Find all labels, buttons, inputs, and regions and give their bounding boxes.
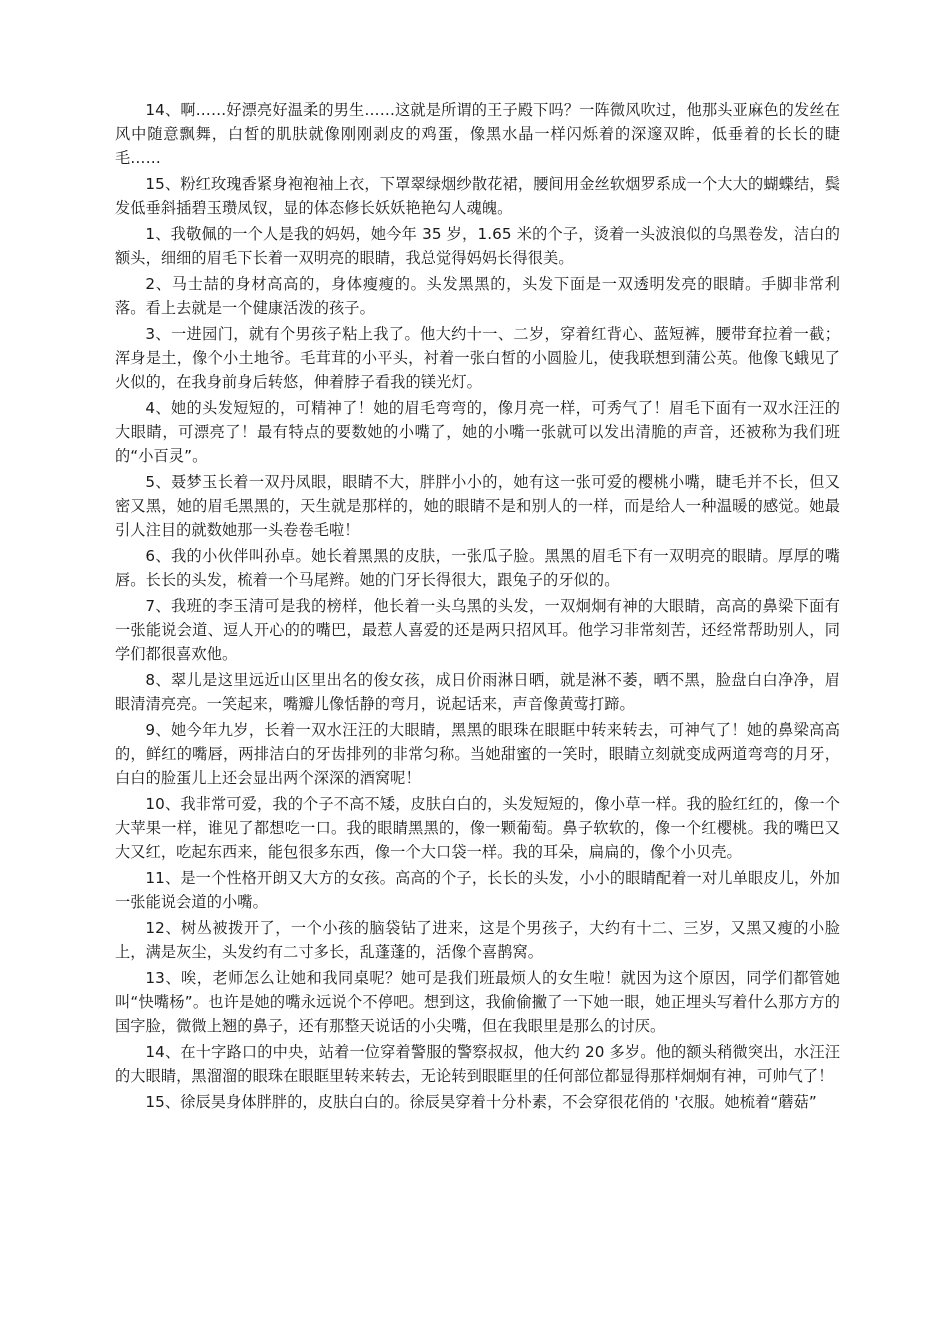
paragraph: 1、我敬佩的一个人是我的妈妈，她今年 35 岁，1.65 米的个子，烫着一头波浪似的乌黑卷发，洁白的额头，细细的眉毛下长着一双明亮的眼睛，我总觉得妈妈长得很美。 — [115, 225, 840, 267]
paragraph: 11、是一个性格开朗又大方的女孩。高高的个子，长长的头发，小小的眼睛配着一对儿单眼皮儿，外加一张能说会道的小嘴。 — [115, 869, 840, 911]
paragraph: 5、聂梦玉长着一双丹凤眼，眼睛不大，胖胖小小的，她有这一张可爱的樱桃小嘴，睫毛并不长，但又密又黑，她的眉毛黑黑的，天生就是那样的，她的眼睛不是和别人的一样，而是给人一种温暖的感觉。她最引人注目的就数她那一头卷卷毛啦！ — [115, 473, 840, 539]
document-page — [115, 98, 840, 1116]
paragraph: 12、树丛被拨开了，一个小孩的脑袋钻了进来，这是个男孩子，大约有十二、三岁，又黑又瘦的小脸上，满是灰尘，头发约有二寸多长，乱蓬蓬的，活像个喜鹊窝。 — [115, 919, 840, 961]
paragraph: 14、啊……好漂亮好温柔的男生……这就是所谓的王子殿下吗？一阵微风吹过，他那头亚麻色的发丝在风中随意飘舞，白皙的肌肤就像刚刚剥皮的鸡蛋，像黑水晶一样闪烁着的深邃双眸，低垂着的长长的睫毛…… — [115, 101, 840, 167]
paragraph: 3、一进园门，就有个男孩子粘上我了。他大约十一、二岁，穿着红背心、蓝短裤，腰带耷拉着一截；浑身是土，像个小土地爷。毛茸茸的小平头，衬着一张白皙的小圆脸儿，使我联想到蒲公英。他像飞蛾见了火似的，在我身前身后转悠，伸着脖子看我的镁光灯。 — [115, 325, 840, 391]
paragraph: 15、粉红玫瑰香紧身袍袍袖上衣，下罩翠绿烟纱散花裙，腰间用金丝软烟罗系成一个大大的蝴蝶结，鬓发低垂斜插碧玉瓒凤钗，显的体态修长妖妖艳艳勾人魂魄。 — [115, 175, 840, 217]
paragraph: 10、我非常可爱，我的个子不高不矮，皮肤白白的，头发短短的，像小草一样。我的脸红红的，像一个大苹果一样，谁见了都想吃一口。我的眼睛黑黑的，像一颗葡萄。鼻子软软的，像一个红樱桃。我的嘴巴又大又红，吃起东西来，能包很多东西，像一个大口袋一样。我的耳朵，扁扁的，像个小贝壳。 — [115, 795, 840, 861]
paragraph: 14、在十字路口的中央，站着一位穿着警服的警察叔叔，他大约 20 多岁。他的额头稍微突出，水汪汪的大眼睛，黑溜溜的眼珠在眼眶里转来转去，无论转到眼眶里的任何部位都显得那样炯炯有神，可帅气了！ — [115, 1043, 840, 1085]
paragraph: 13、唉，老师怎么让她和我同桌呢？她可是我们班最烦人的女生啦！就因为这个原因，同学们都管她叫“快嘴杨”。也许是她的嘴永远说个不停吧。想到这，我偷偷撇了一下她一眼，她正埋头写着什么那方方的国字脸，微微上翘的鼻子，还有那整天说话的小尖嘴，但在我眼里是那么的讨厌。 — [115, 969, 840, 1035]
paragraph: 6、我的小伙伴叫孙卓。她长着黑黑的皮肤，一张瓜子脸。黑黑的眉毛下有一双明亮的眼睛。厚厚的嘴唇。长长的头发，梳着一个马尾辫。她的门牙长得很大，跟兔子的牙似的。 — [115, 547, 840, 589]
paragraph: 15、徐辰昊身体胖胖的，皮肤白白的。徐辰昊穿着十分朴素，不会穿很花俏的 '衣服。她梳着“蘑菇” — [145, 1093, 817, 1111]
paragraph: 2、马士喆的身材高高的，身体瘦瘦的。头发黑黑的，头发下面是一双透明发亮的眼睛。手脚非常利落。看上去就是一个健康活泼的孩子。 — [115, 275, 840, 317]
paragraph: 8、翠儿是这里远近山区里出名的俊女孩，成日价雨淋日晒，就是淋不萎，晒不黑，脸盘白白净净，眉眼清清亮亮。一笑起来，嘴瓣儿像恬静的弯月，说起话来，声音像黄莺打蹄。 — [115, 671, 840, 713]
paragraph: 7、我班的李玉清可是我的榜样，他长着一头乌黑的头发，一双炯炯有神的大眼睛，高高的鼻梁下面有一张能说会道、逗人开心的的嘴巴，最惹人喜爱的还是两只招风耳。他学习非常刻苦，还经常帮助别人，同学们都很喜欢他。 — [115, 597, 840, 663]
paragraph: 4、她的头发短短的，可精神了！她的眉毛弯弯的，像月亮一样，可秀气了！眉毛下面有一双水汪汪的大眼睛，可漂亮了！最有特点的要数她的小嘴了，她的小嘴一张就可以发出清脆的声音，还被称为我们班的“小百灵”。 — [115, 399, 840, 465]
paragraph: 9、她今年九岁，长着一双水汪汪的大眼睛，黑黑的眼珠在眼眶中转来转去，可神气了！她的鼻梁高高的，鲜红的嘴唇，两排洁白的牙齿排列的非常匀称。当她甜蜜的一笑时，眼睛立刻就变成两道弯弯的月牙，白白的脸蛋儿上还会显出两个深深的酒窝呢！ — [115, 721, 840, 787]
